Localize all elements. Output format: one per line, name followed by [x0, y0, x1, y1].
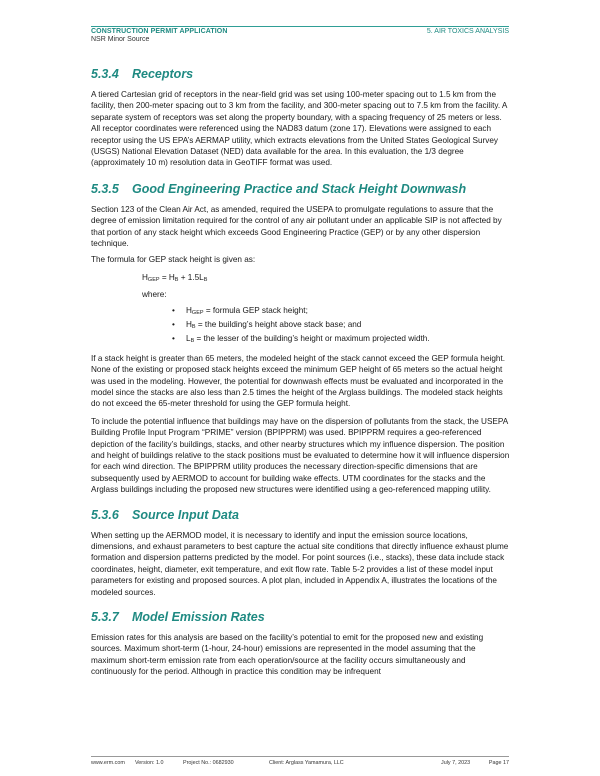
heading-number: 5.3.5: [91, 181, 119, 196]
heading-emission-rates: [91, 610, 511, 624]
footer-date: July 7, 2023: [441, 760, 471, 766]
heading-receptors: [91, 67, 511, 81]
heading-number: 5.3.7: [91, 610, 119, 624]
formula-where: where:: [142, 290, 167, 300]
heading-source-input: [91, 508, 511, 522]
heading-number: 5.3.6: [91, 507, 119, 522]
list-item: • $H_{GEP}$ = formula GEP stack height;: [172, 305, 511, 319]
header-subtitle: NSR Minor Source: [91, 36, 150, 43]
footer-version: Version: 1.0: [135, 760, 164, 766]
footer-client: Client: Arglass Yamamura, LLC: [269, 760, 344, 766]
footer-project: Project No.: 0682930: [183, 760, 234, 766]
paragraph-receptors: A tiered Cartesian grid of receptors in the near-field grid was set using 100-meter spacing out to 1.5 km from the facility, then 200-meter spacing out to 3 km from the facility, and 300-meter spacing out to 7.5 km from the facility. A separate system of receptors was set along the property boundary, with a spacing frequency of 25 meters or less. All receptor coordinates were referenced using the NAD83 datum (zone 17). Elevations were assigned to each receptor using the US EPA’s AERMAP utility, which extracts elevations from the United States Geological Survey (USGS) National Elevation Dataset (NED) data available for the area. In this evaluation, the 1/3 degree (approximately 10 m) resolution data in GeoTIFF format was used.: [91, 90, 507, 168]
paragraph-gep-4: To include the potential influence that buildings may have on the dispersion of pollutants from the stack, the USEPA Building Profile Input Program “PRIME” version (BPIPPRM) was used. BPIPPRM requires a geo-referenced depiction of the facility’s buildings, stacks, and other nearby structures which my influence dispersion. The position and height of buildings relative to the stack positions must be evaluated to determine how it will influence dispersion for each wind direction. The BPIPPRM utility produces the necessary direction-specific dimensions that are subsequently used by AERMOD to account for building wake effects. UTM coordinates for the stacks and the Arglass buildings including the proposed new structures were identified using a geo-referenced mapping utility.: [91, 416, 510, 495]
heading-text: Source Input Data: [132, 507, 239, 522]
page-content: [91, 62, 511, 678]
heading-number: 5.3.4: [91, 67, 119, 81]
heading-text: Receptors: [132, 67, 194, 81]
paragraph-gep-1: Section 123 of the Clean Air Act, as amended, required the USEPA to promulgate regulations to assure that the degree of emission limitation required for the control of any air pollutant under an applicable SIP is not affected by that portion of any stack height which exceeds Good Engineering Practice (GEP) or by any other dispersion technique.: [91, 204, 502, 249]
header-section: 5. AIR TOXICS ANALYSIS: [426, 28, 509, 35]
heading-text: Model Emission Rates: [132, 610, 265, 624]
footer-page: Page 17: [488, 760, 509, 766]
page-header: [91, 26, 509, 43]
list-item: • $H_B$ = the building’s height above stack base; and: [172, 319, 511, 333]
header-title: CONSTRUCTION PERMIT APPLICATION: [91, 28, 228, 35]
footer-site: www.erm.com: [91, 760, 125, 766]
paragraph-gep-2: The formula for GEP stack height is given as:: [91, 255, 256, 265]
list-item: • $L_B$ = the lesser of the building’s height or maximum projected width.: [172, 333, 511, 347]
gep-formula: $H_{GEP} = H_B + 1.5L_B$: [142, 272, 208, 283]
heading-text: Good Engineering Practice and Stack Height Downwash: [132, 181, 467, 196]
paragraph-gep-3: If a stack height is greater than 65 meters, the modeled height of the stack cannot exceed the GEP formula height. None of the existing or proposed stack heights exceed the minimum GEP height of 65 meters so the actual height was used in the modeling. However, the potential for downwash effects must be evaluated and incorporated in the model since the stacks are also less than 2.5 times the height of the Arglass buildings. The modeled stack heights do not exceed the 65-meter threshold for using the GEP formula height.: [91, 353, 506, 409]
page-footer: [91, 756, 509, 769]
paragraph-source-input: When setting up the AERMOD model, it is necessary to identify and input the emission source locations, dimensions, and exhaust parameters to best capture the actual site conditions that directly influence exhaust plume formation and dispersion patterns predicted by the model. For point sources (i.e., stacks), these data include stack coordinates, height, diameter, exit temperature, and exit flow rate. Table 5-2 provides a list of these model input parameters for existing and proposed sources. A plot plan, included in Appendix A, illustrates the locations of the modeled sources.: [91, 530, 509, 597]
formula-definitions: [172, 305, 511, 347]
paragraph-emission-rates: Emission rates for this analysis are based on the facility’s potential to emit for the proposed new and existing sources. Maximum short-term (1-hour, 24-hour) emissions are represented in the model assuming that the maximum short-term emission rate from each operation/source at the facility occurs simultaneously and continuously for the period. Although in practice this condition may be infrequent: [91, 633, 484, 677]
heading-gep: [91, 182, 511, 196]
